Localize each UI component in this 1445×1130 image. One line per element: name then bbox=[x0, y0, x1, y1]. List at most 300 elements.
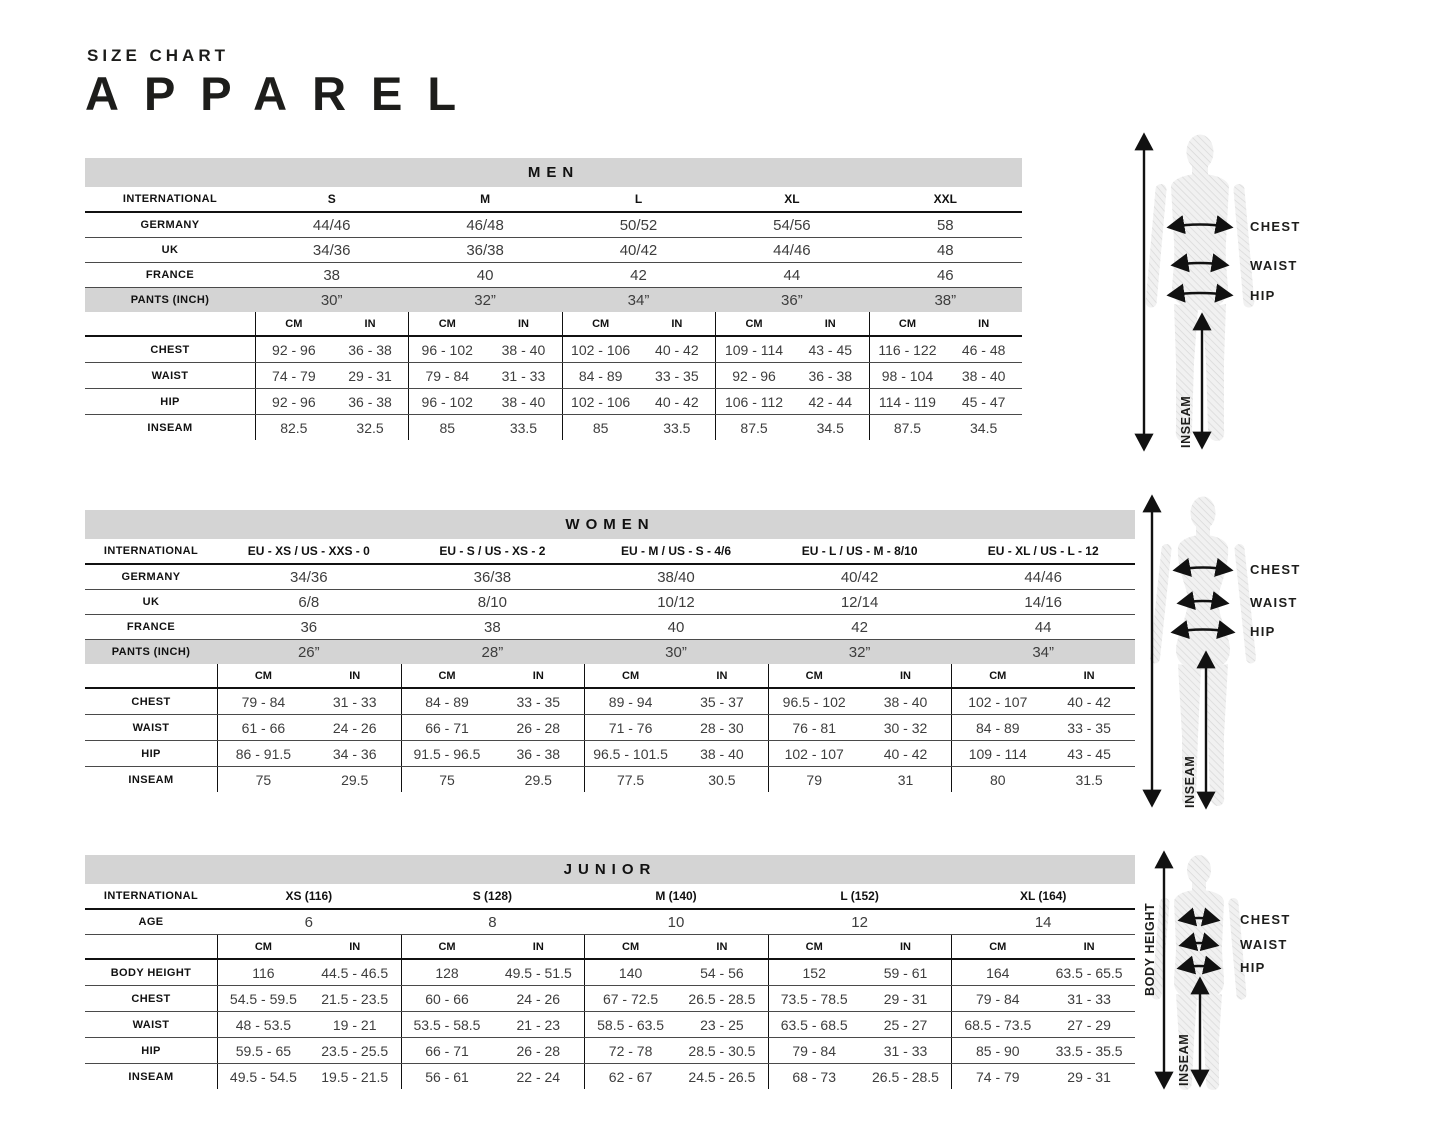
in-value: 36 - 38 bbox=[348, 393, 392, 410]
cm-value: 109 - 114 bbox=[715, 337, 792, 362]
cm-value: 87.5 bbox=[715, 415, 792, 440]
women-silhouette bbox=[1149, 497, 1256, 807]
in-value: 31.5 bbox=[1075, 771, 1103, 788]
cm-value: 96.5 - 101.5 bbox=[584, 741, 676, 766]
unit-header: IN bbox=[349, 940, 361, 953]
junior-body-height-label: BODY HEIGHT bbox=[1143, 902, 1157, 996]
size-value: 36/38 bbox=[473, 568, 512, 586]
cm-value: 128 bbox=[401, 960, 493, 985]
cm-value: 66 - 71 bbox=[401, 1038, 493, 1063]
cm-value: 80 bbox=[951, 767, 1043, 792]
in-value: 54 - 56 bbox=[700, 964, 744, 981]
size-value: EU - M / US - S - 4/6 bbox=[620, 544, 731, 558]
junior-hip-label: HIP bbox=[1240, 960, 1266, 975]
in-value: 34 - 36 bbox=[332, 745, 377, 762]
unit-header: CM bbox=[217, 935, 309, 958]
cm-value: 102 - 107 bbox=[768, 741, 860, 766]
row-label: INSEAM bbox=[128, 1070, 174, 1083]
unit-header: IN bbox=[716, 669, 728, 682]
size-value: XXL bbox=[933, 192, 957, 206]
unit-header: IN bbox=[716, 940, 728, 953]
unit-header: CM bbox=[768, 664, 860, 687]
unit-header: IN bbox=[1083, 940, 1095, 953]
measure-row-waist bbox=[85, 363, 1022, 389]
in-value: 40 - 42 bbox=[655, 341, 699, 358]
men-hip-label: HIP bbox=[1250, 288, 1276, 303]
cm-value: 79 - 84 bbox=[768, 1038, 860, 1063]
size-value: 30” bbox=[665, 643, 687, 661]
cm-value: 98 - 104 bbox=[869, 363, 946, 388]
table-title-junior: JUNIOR bbox=[85, 855, 1135, 884]
unit-header: IN bbox=[824, 317, 836, 330]
unit-header: IN bbox=[517, 317, 529, 330]
size-row-germany bbox=[85, 213, 1022, 238]
in-value: 33.5 bbox=[663, 419, 691, 436]
unit-header: CM bbox=[255, 312, 332, 335]
cm-value: 85 bbox=[562, 415, 639, 440]
in-value: 43 - 45 bbox=[808, 341, 853, 358]
cm-value: 96 - 102 bbox=[408, 337, 485, 362]
cm-value: 66 - 71 bbox=[401, 715, 493, 740]
cm-value: 87.5 bbox=[869, 415, 946, 440]
junior-waist-label: WAIST bbox=[1240, 937, 1288, 952]
unit-header-row bbox=[85, 312, 1022, 337]
cm-value: 59.5 - 65 bbox=[217, 1038, 309, 1063]
size-value: 42 bbox=[630, 266, 647, 284]
size-value: 44/46 bbox=[1024, 568, 1062, 586]
row-label: PANTS (INCH) bbox=[130, 294, 210, 306]
size-value: 34” bbox=[1032, 643, 1055, 661]
in-value: 26 - 28 bbox=[516, 1042, 561, 1059]
cm-value: 62 - 67 bbox=[584, 1064, 676, 1089]
in-value: 26 - 28 bbox=[516, 719, 561, 736]
unit-header-row bbox=[85, 664, 1135, 689]
unit-header: CM bbox=[562, 312, 639, 335]
size-value: EU - XL / US - L - 12 bbox=[987, 544, 1099, 558]
in-value: 33 - 35 bbox=[1067, 719, 1111, 736]
size-row-international bbox=[85, 884, 1135, 910]
men-waist-label: WAIST bbox=[1250, 258, 1298, 273]
size-value: 30” bbox=[320, 291, 343, 309]
men-body-figure bbox=[1128, 122, 1358, 462]
size-value: 10 bbox=[667, 913, 685, 931]
in-value: 23.5 - 25.5 bbox=[321, 1042, 389, 1059]
in-value: 34.5 bbox=[816, 419, 844, 436]
cm-value: 92 - 96 bbox=[255, 389, 332, 414]
row-label: INSEAM bbox=[147, 421, 193, 434]
unit-header: CM bbox=[951, 935, 1043, 958]
cm-value: 109 - 114 bbox=[951, 741, 1043, 766]
men-chest-label: CHEST bbox=[1250, 219, 1301, 234]
chart-eyebrow: SIZE CHART bbox=[87, 46, 229, 65]
unit-header: CM bbox=[401, 935, 493, 958]
cm-value: 89 - 94 bbox=[584, 689, 676, 714]
size-value: 54/56 bbox=[773, 216, 811, 234]
in-value: 25 - 27 bbox=[883, 1016, 928, 1033]
in-value: 29 - 31 bbox=[883, 990, 928, 1007]
in-value: 29 - 31 bbox=[1067, 1068, 1111, 1085]
in-value: 30 - 32 bbox=[883, 719, 928, 736]
cm-value: 71 - 76 bbox=[584, 715, 676, 740]
row-label: HIP bbox=[160, 395, 180, 408]
size-row-france bbox=[85, 263, 1022, 288]
cm-value: 60 - 66 bbox=[401, 986, 493, 1011]
cm-value: 79 bbox=[768, 767, 860, 792]
in-value: 28 - 30 bbox=[700, 719, 744, 736]
cm-value: 63.5 - 68.5 bbox=[768, 1012, 860, 1037]
size-value: 46/48 bbox=[466, 216, 504, 234]
in-value: 44.5 - 46.5 bbox=[321, 964, 389, 981]
in-value: 42 - 44 bbox=[808, 393, 853, 410]
cm-value: 77.5 bbox=[584, 767, 676, 792]
cm-value: 74 - 79 bbox=[255, 363, 332, 388]
in-value: 29.5 bbox=[524, 771, 552, 788]
size-value: 34” bbox=[627, 291, 650, 309]
measure-row-hip bbox=[85, 389, 1022, 415]
size-row-france bbox=[85, 615, 1135, 640]
table-title-men: MEN bbox=[85, 158, 1022, 187]
row-label bbox=[85, 664, 217, 687]
cm-value: 106 - 112 bbox=[715, 389, 792, 414]
in-value: 33 - 35 bbox=[516, 693, 561, 710]
size-value: 40/42 bbox=[840, 568, 879, 586]
measure-row-hip bbox=[85, 1038, 1135, 1064]
unit-header: CM bbox=[217, 664, 309, 687]
row-label: WAIST bbox=[132, 1018, 170, 1031]
in-value: 26.5 - 28.5 bbox=[872, 1068, 939, 1085]
in-value: 33.5 - 35.5 bbox=[1055, 1042, 1123, 1059]
cm-value: 67 - 72.5 bbox=[584, 986, 676, 1011]
measure-row-waist bbox=[85, 715, 1135, 741]
measure-row-chest bbox=[85, 689, 1135, 715]
size-value: 32” bbox=[474, 291, 496, 309]
measure-row-inseam bbox=[85, 767, 1135, 792]
women-inseam-label: INSEAM bbox=[1183, 755, 1197, 808]
size-value: S bbox=[327, 192, 336, 206]
in-value: 21 - 23 bbox=[516, 1016, 561, 1033]
in-value: 21.5 - 23.5 bbox=[321, 990, 389, 1007]
cm-value: 85 - 90 bbox=[951, 1038, 1043, 1063]
in-value: 19.5 - 21.5 bbox=[321, 1068, 389, 1085]
row-label: WAIST bbox=[132, 721, 170, 734]
cm-value: 76 - 81 bbox=[768, 715, 860, 740]
cm-value: 91.5 - 96.5 bbox=[401, 741, 493, 766]
cm-value: 79 - 84 bbox=[217, 689, 309, 714]
size-value: 40 bbox=[476, 266, 494, 284]
cm-value: 75 bbox=[401, 767, 493, 792]
size-value: 58 bbox=[936, 216, 954, 234]
size-value: 44 bbox=[783, 266, 801, 284]
men-size-table bbox=[85, 158, 1022, 440]
in-value: 24 - 26 bbox=[332, 719, 377, 736]
cm-value: 75 bbox=[217, 767, 309, 792]
in-value: 35 - 37 bbox=[700, 693, 744, 710]
row-label: GERMANY bbox=[121, 571, 181, 583]
size-value: XS (116) bbox=[285, 889, 333, 903]
size-value: 44/46 bbox=[773, 241, 811, 259]
in-value: 31 - 33 bbox=[883, 1042, 928, 1059]
in-value: 22 - 24 bbox=[516, 1068, 561, 1085]
unit-header: CM bbox=[408, 312, 485, 335]
in-value: 40 - 42 bbox=[1067, 693, 1111, 710]
cm-value: 164 bbox=[951, 960, 1043, 985]
size-value: L (152) bbox=[840, 889, 879, 903]
row-label: HIP bbox=[141, 747, 161, 760]
unit-header: CM bbox=[869, 312, 946, 335]
women-waist-label: WAIST bbox=[1250, 595, 1298, 610]
in-value: 31 - 33 bbox=[501, 367, 546, 384]
unit-header: IN bbox=[532, 669, 544, 682]
size-value: 38” bbox=[934, 291, 957, 309]
row-label: FRANCE bbox=[126, 621, 176, 633]
in-value: 24.5 - 26.5 bbox=[688, 1068, 756, 1085]
size-value: 34/36 bbox=[290, 568, 328, 586]
in-value: 49.5 - 51.5 bbox=[504, 964, 572, 981]
women-size-table bbox=[85, 510, 1135, 792]
in-value: 40 - 42 bbox=[883, 745, 928, 762]
cm-value: 61 - 66 bbox=[217, 715, 309, 740]
table-title-women: WOMEN bbox=[85, 510, 1135, 539]
in-value: 34.5 bbox=[970, 419, 998, 436]
measure-row-chest bbox=[85, 337, 1022, 363]
row-label: GERMANY bbox=[140, 219, 200, 231]
in-value: 26.5 - 28.5 bbox=[688, 990, 756, 1007]
size-row-germany bbox=[85, 565, 1135, 590]
unit-header: IN bbox=[899, 669, 911, 682]
junior-body-figure bbox=[1136, 846, 1366, 1102]
size-value: 32” bbox=[848, 643, 871, 661]
in-value: 36 - 38 bbox=[348, 341, 392, 358]
size-value: 26” bbox=[297, 643, 320, 661]
cm-value: 152 bbox=[768, 960, 860, 985]
size-value: 36/38 bbox=[466, 241, 504, 259]
women-hip-label: HIP bbox=[1250, 624, 1276, 639]
row-label bbox=[85, 312, 255, 335]
cm-value: 96.5 - 102 bbox=[768, 689, 860, 714]
size-value: 44 bbox=[1034, 618, 1052, 636]
unit-header: IN bbox=[899, 940, 911, 953]
junior-inseam-label: INSEAM bbox=[1177, 1033, 1191, 1086]
size-value: 40 bbox=[667, 618, 685, 636]
in-value: 38 - 40 bbox=[501, 393, 546, 410]
page-title: APPAREL bbox=[85, 67, 482, 120]
cm-value: 96 - 102 bbox=[408, 389, 485, 414]
size-value: XL (164) bbox=[1019, 889, 1067, 903]
men-inseam-label: INSEAM bbox=[1179, 395, 1193, 448]
cm-value: 54.5 - 59.5 bbox=[217, 986, 309, 1011]
unit-header: IN bbox=[978, 317, 990, 330]
in-value: 59 - 61 bbox=[883, 964, 928, 981]
size-value: 36 bbox=[300, 618, 318, 636]
row-label: UK bbox=[161, 244, 179, 256]
men-silhouette bbox=[1145, 135, 1255, 442]
size-value: 34/36 bbox=[312, 241, 351, 259]
cm-value: 92 - 96 bbox=[715, 363, 792, 388]
in-value: 38 - 40 bbox=[961, 367, 1006, 384]
row-label: FRANCE bbox=[145, 269, 195, 281]
cm-value: 49.5 - 54.5 bbox=[217, 1064, 309, 1089]
cm-value: 114 - 119 bbox=[869, 389, 946, 414]
size-value: 38/40 bbox=[657, 568, 695, 586]
row-label: WAIST bbox=[151, 369, 189, 382]
row-label: CHEST bbox=[131, 992, 171, 1005]
measure-row-inseam bbox=[85, 415, 1022, 440]
cm-value: 102 - 106 bbox=[562, 337, 639, 362]
cm-value: 79 - 84 bbox=[951, 986, 1043, 1011]
size-value: 42 bbox=[851, 618, 868, 636]
row-label: PANTS (INCH) bbox=[111, 646, 191, 658]
size-row-pants-inch- bbox=[85, 640, 1135, 664]
in-value: 31 bbox=[897, 771, 914, 788]
size-value: EU - L / US - M - 8/10 bbox=[801, 544, 918, 558]
row-label bbox=[85, 935, 217, 958]
size-value: 14/16 bbox=[1024, 593, 1062, 611]
cm-value: 116 - 122 bbox=[869, 337, 946, 362]
unit-header: IN bbox=[1083, 669, 1095, 682]
row-label: INTERNATIONAL bbox=[122, 193, 218, 205]
in-value: 32.5 bbox=[356, 419, 384, 436]
size-value: 28” bbox=[481, 643, 504, 661]
in-value: 23 - 25 bbox=[700, 1016, 744, 1033]
size-value: EU - XS / US - XXS - 0 bbox=[247, 544, 370, 558]
size-value: S (128) bbox=[472, 889, 513, 903]
in-value: 45 - 47 bbox=[961, 393, 1006, 410]
size-value: 8/10 bbox=[477, 593, 507, 611]
unit-header: IN bbox=[349, 669, 361, 682]
size-value: 6 bbox=[304, 913, 313, 931]
in-value: 27 - 29 bbox=[1067, 1016, 1111, 1033]
in-value: 46 - 48 bbox=[961, 341, 1006, 358]
cm-value: 79 - 84 bbox=[408, 363, 485, 388]
cm-value: 68.5 - 73.5 bbox=[951, 1012, 1043, 1037]
size-row-international bbox=[85, 187, 1022, 213]
in-value: 38 - 40 bbox=[700, 745, 744, 762]
in-value: 29.5 bbox=[341, 771, 369, 788]
cm-value: 92 - 96 bbox=[255, 337, 332, 362]
cm-value: 68 - 73 bbox=[768, 1064, 860, 1089]
size-value: 44/46 bbox=[312, 216, 351, 234]
in-value: 36 - 38 bbox=[808, 367, 853, 384]
unit-header: CM bbox=[584, 664, 676, 687]
row-label: INTERNATIONAL bbox=[103, 890, 199, 902]
in-value: 40 - 42 bbox=[655, 393, 699, 410]
unit-header: CM bbox=[768, 935, 860, 958]
unit-header: IN bbox=[364, 317, 376, 330]
cm-value: 82.5 bbox=[255, 415, 332, 440]
size-value: 46 bbox=[936, 266, 954, 284]
in-value: 63.5 - 65.5 bbox=[1055, 964, 1123, 981]
row-label: INTERNATIONAL bbox=[103, 545, 199, 557]
unit-header: IN bbox=[532, 940, 544, 953]
row-label: INSEAM bbox=[128, 773, 174, 786]
in-value: 29 - 31 bbox=[348, 367, 392, 384]
size-value: XL bbox=[784, 192, 800, 206]
unit-header: IN bbox=[671, 317, 683, 330]
cm-value: 58.5 - 63.5 bbox=[584, 1012, 676, 1037]
measure-row-waist bbox=[85, 1012, 1135, 1038]
measure-row-body-height bbox=[85, 960, 1135, 986]
size-value: EU - S / US - XS - 2 bbox=[439, 544, 546, 558]
cm-value: 102 - 106 bbox=[562, 389, 639, 414]
row-label: BODY HEIGHT bbox=[110, 966, 192, 979]
in-value: 36 - 38 bbox=[516, 745, 561, 762]
size-row-uk bbox=[85, 590, 1135, 615]
size-value: 40/42 bbox=[619, 241, 658, 259]
size-value: L bbox=[634, 192, 643, 206]
in-value: 33 - 35 bbox=[655, 367, 699, 384]
row-label: HIP bbox=[141, 1044, 161, 1057]
size-value: M bbox=[480, 192, 491, 206]
cm-value: 102 - 107 bbox=[951, 689, 1043, 714]
junior-chest-label: CHEST bbox=[1240, 912, 1291, 927]
in-value: 38 - 40 bbox=[883, 693, 928, 710]
unit-header: CM bbox=[584, 935, 676, 958]
size-value: M (140) bbox=[655, 889, 697, 903]
row-label: CHEST bbox=[150, 343, 190, 356]
size-row-pants-inch- bbox=[85, 288, 1022, 312]
size-value: 6/8 bbox=[298, 593, 320, 611]
size-value: 14 bbox=[1034, 913, 1052, 931]
measure-row-chest bbox=[85, 986, 1135, 1012]
size-row-age bbox=[85, 910, 1135, 935]
cm-value: 73.5 - 78.5 bbox=[768, 986, 860, 1011]
cm-value: 84 - 89 bbox=[401, 689, 493, 714]
in-value: 24 - 26 bbox=[516, 990, 561, 1007]
size-value: 12 bbox=[851, 913, 868, 931]
size-row-uk bbox=[85, 238, 1022, 263]
unit-header: CM bbox=[401, 664, 493, 687]
cm-value: 140 bbox=[584, 960, 676, 985]
in-value: 43 - 45 bbox=[1067, 745, 1111, 762]
row-label: CHEST bbox=[131, 695, 171, 708]
in-value: 31 - 33 bbox=[1067, 990, 1111, 1007]
in-value: 19 - 21 bbox=[332, 1016, 377, 1033]
in-value: 30.5 bbox=[708, 771, 736, 788]
cm-value: 74 - 79 bbox=[951, 1064, 1043, 1089]
cm-value: 72 - 78 bbox=[584, 1038, 676, 1063]
cm-value: 85 bbox=[408, 415, 485, 440]
in-value: 28.5 - 30.5 bbox=[688, 1042, 756, 1059]
unit-header: CM bbox=[715, 312, 792, 335]
cm-value: 84 - 89 bbox=[951, 715, 1043, 740]
size-value: 8 bbox=[488, 913, 497, 931]
in-value: 33.5 bbox=[509, 419, 538, 436]
row-label: UK bbox=[142, 596, 160, 608]
size-value: 48 bbox=[936, 241, 954, 259]
women-chest-label: CHEST bbox=[1250, 562, 1301, 577]
cm-value: 48 - 53.5 bbox=[217, 1012, 309, 1037]
size-row-international bbox=[85, 539, 1135, 565]
in-value: 31 - 33 bbox=[332, 693, 377, 710]
size-value: 38 bbox=[323, 266, 341, 284]
size-value: 10/12 bbox=[657, 593, 695, 611]
row-label: AGE bbox=[138, 916, 164, 928]
size-value: 36” bbox=[781, 291, 803, 309]
junior-size-table bbox=[85, 855, 1135, 1089]
cm-value: 116 bbox=[217, 960, 309, 985]
cm-value: 84 - 89 bbox=[562, 363, 639, 388]
measure-row-hip bbox=[85, 741, 1135, 767]
size-value: 50/52 bbox=[619, 216, 658, 234]
cm-value: 86 - 91.5 bbox=[217, 741, 309, 766]
cm-value: 56 - 61 bbox=[401, 1064, 493, 1089]
size-value: 38 bbox=[484, 618, 501, 636]
cm-value: 53.5 - 58.5 bbox=[401, 1012, 493, 1037]
measure-row-inseam bbox=[85, 1064, 1135, 1089]
in-value: 38 - 40 bbox=[501, 341, 546, 358]
women-body-figure bbox=[1138, 486, 1368, 826]
unit-header-row bbox=[85, 935, 1135, 960]
